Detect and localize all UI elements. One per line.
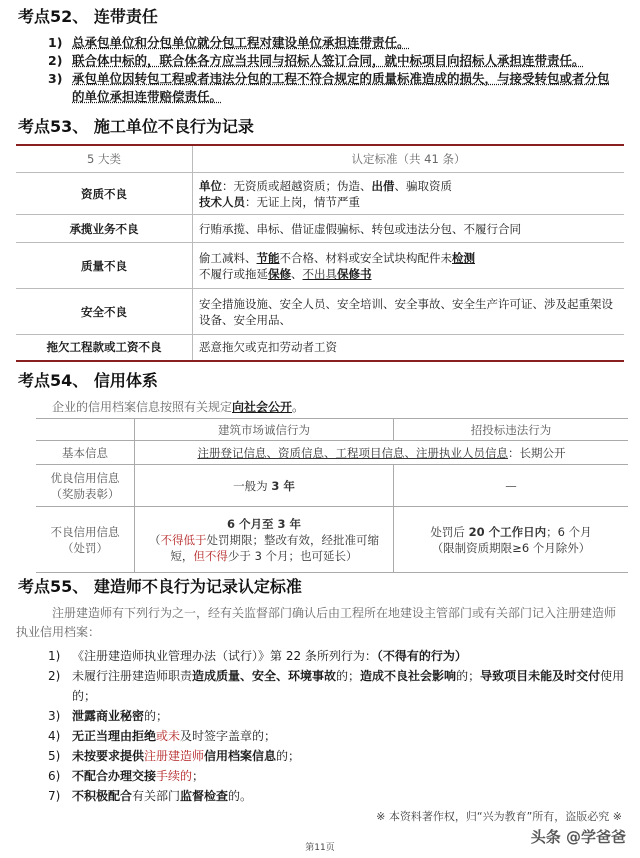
section-52-heading: 考点52、 连带责任 <box>18 7 158 26</box>
credit-intro: 企业的信用档案信息按照有关规定向社会公开。 <box>52 400 305 414</box>
criteria-cell: 行贿承揽、串标、借证虚假骗标、转包或违法分包、不履行合同 <box>193 215 625 243</box>
copyright-notice: ※ 本资料著作权，归“兴为教育”所有，盗版必究 ※ <box>376 810 622 823</box>
list-item: 5) 未按要求提供注册建造师信用档案信息的； <box>48 749 301 763</box>
column-header: 认定标准（共 41 条） <box>193 145 625 173</box>
basic-info-cell: 注册登记信息、资质信息、工程项目信息、注册执业人员信息：长期公开 <box>135 441 629 465</box>
bad-credit-cell: 处罚后 20 个工作日内；6 个月 （限制资质期限≥6 个月除外） <box>394 507 629 573</box>
list-item: 2) 未履行注册建造师职责造成质量、安全、环境事故的；造成不良社会影响的；导致项目未能及时交付使用的； <box>48 669 625 703</box>
watermark: 头条 @学爸爸 <box>530 828 626 846</box>
list-item: 6) 不配合办理交接手续的； <box>48 769 205 783</box>
section-55-intro: 注册建造师有下列行为之一，经有关监督部门确认后由工程所在地建设主管部门或有关部门记入注册建造师执业信用档案： <box>16 606 617 639</box>
section-53-heading: 考点53、 施工单位不良行为记录 <box>18 117 254 136</box>
row-label: 优良信用信息 （奖励表彰） <box>36 465 135 507</box>
page-number: 第11页 <box>305 843 335 853</box>
category-cell: 承揽业务不良 <box>16 215 193 243</box>
criteria-cell: 恶意拖欠或克扣劳动者工资 <box>193 335 625 361</box>
section-54-heading: 考点54、 信用体系 <box>18 371 158 390</box>
table-row <box>16 289 624 335</box>
column-header: 建筑市场诚信行为 <box>135 419 394 441</box>
table-row <box>16 215 624 243</box>
credit-table <box>36 418 628 573</box>
criteria-cell: 单位：无资质或超越资质；伪造、出借、骗取资质 技术人员：无证上岗，情节严重 <box>193 173 625 215</box>
section-52-list <box>48 34 618 106</box>
bad-credit-cell: 6 个月至 3 年 （不得低于处罚期限；整改有效，经批准可缩 短，但不得少于 3 个月；也可延长） <box>135 507 394 573</box>
category-cell: 安全不良 <box>16 289 193 335</box>
table-row <box>16 335 624 361</box>
section-55-list <box>48 646 626 806</box>
good-credit-cell: 一般为 3 年 <box>135 465 394 507</box>
list-item: 1) 总承包单位和分包单位就分包工程对建设单位承担连带责任。 <box>48 35 410 50</box>
column-header: 5 大类 <box>16 145 193 173</box>
bad-behavior-table <box>16 144 624 362</box>
table-row <box>16 173 624 215</box>
table-row <box>36 465 628 507</box>
table-row <box>16 243 624 289</box>
table-header-row <box>16 145 624 173</box>
table-row <box>36 507 628 573</box>
table-header-row <box>36 419 628 441</box>
row-label: 基本信息 <box>36 441 135 465</box>
list-item: 1) 《注册建造师执业管理办法（试行）》第 22 条所列行为：（不得有的行为） <box>48 649 467 663</box>
list-item: 3) 承包单位因转包工程或者违法分包的工程不符合规定的质量标准造成的损失，与接受转包或者分包的单位承担连带赔偿责任。 <box>48 71 610 104</box>
category-cell: 资质不良 <box>16 173 193 215</box>
list-item: 7) 不积极配合有关部门监督检查的。 <box>48 789 253 803</box>
category-cell: 质量不良 <box>16 243 193 289</box>
column-header: 招投标违法行为 <box>394 419 629 441</box>
section-55-heading: 考点55、 建造师不良行为记录认定标准 <box>18 577 302 596</box>
criteria-cell: 安全措施设施、安全人员、安全培训、安全事故、安全生产许可证、涉及起重架设设备、安全用品、 <box>193 289 625 335</box>
good-credit-cell: — <box>394 465 629 507</box>
criteria-cell: 偷工减料、节能不合格、材料或安全试块构配件未检测 不履行或拖延保修、不出具保修书 <box>193 243 625 289</box>
category-cell: 拖欠工程款或工资不良 <box>16 335 193 361</box>
row-label: 不良信用信息 （处罚） <box>36 507 135 573</box>
list-item: 4) 无正当理由拒绝或未及时签字盖章的； <box>48 729 277 743</box>
list-item: 3) 泄露商业秘密的； <box>48 709 169 723</box>
table-row <box>36 441 628 465</box>
list-item: 2) 联合体中标的，联合体各方应当共同与招标人签订合同，就中标项目向招标人承担连带责任。 <box>48 53 585 68</box>
